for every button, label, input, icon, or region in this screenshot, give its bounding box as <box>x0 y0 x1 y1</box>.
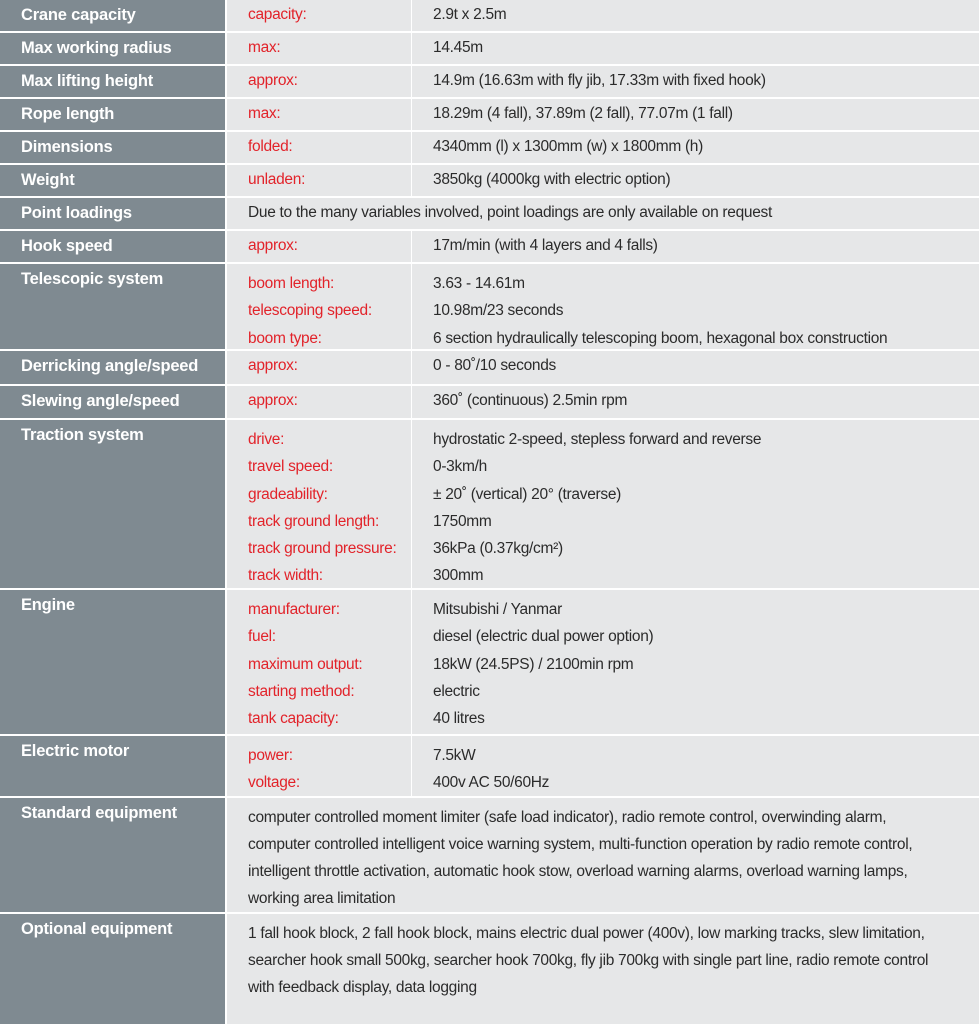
spec-row <box>0 0 979 33</box>
spec-key: track ground pressure: <box>248 540 397 558</box>
spec-value: 4340mm (l) x 1300mm (w) x 1800mm (h) <box>433 138 703 155</box>
spec-value: 300mm <box>433 567 484 585</box>
spec-value: 3.63 - 14.61m <box>433 275 525 292</box>
spec-label: Dimensions <box>0 132 227 163</box>
spec-values <box>412 590 979 734</box>
spec-value: 3850kg (4000kg with electric option) <box>433 171 671 188</box>
spec-key: max: <box>248 105 281 122</box>
spec-label: Point loadings <box>0 198 227 229</box>
spec-key: boom length: <box>248 275 335 292</box>
spec-text-line: Due to the many variables involved, point loadings are only available on request <box>248 204 773 221</box>
spec-label: Optional equipment <box>0 914 227 1024</box>
spec-values <box>412 736 979 796</box>
spec-key: capacity: <box>248 6 307 23</box>
spec-keys <box>227 386 412 418</box>
spec-key: unladen: <box>248 171 306 188</box>
spec-key: power: <box>248 747 293 764</box>
spec-key: voltage: <box>248 774 300 792</box>
spec-keys <box>227 33 412 64</box>
spec-row <box>0 165 979 198</box>
spec-value: 14.45m <box>433 39 483 56</box>
spec-value: ± 20˚ (vertical) 20° (traverse) <box>433 485 622 503</box>
spec-text-line: computer controlled moment limiter (safe load indicator), radio remote control, overwinding alarm, <box>248 809 887 826</box>
spec-keys <box>227 132 412 163</box>
spec-key: track ground length: <box>248 512 380 530</box>
spec-value: 2.9t x 2.5m <box>433 6 507 23</box>
spec-row <box>0 99 979 132</box>
spec-key: boom type: <box>248 329 322 347</box>
spec-label: Weight <box>0 165 227 196</box>
spec-text-line: searcher hook small 500kg, searcher hook 700kg, fly jib 700kg with single part line, radio remote control <box>248 952 929 969</box>
spec-key: starting method: <box>248 682 355 700</box>
spec-key: approx: <box>248 392 298 409</box>
spec-value: electric <box>433 682 480 700</box>
spec-value: diesel (electric dual power option) <box>433 628 654 646</box>
spec-keys <box>227 590 412 734</box>
spec-keys <box>227 66 412 97</box>
spec-key: approx: <box>248 72 298 89</box>
spec-value: 17m/min (with 4 layers and 4 falls) <box>433 237 658 254</box>
spec-value: 6 section hydraulically telescoping boom, hexagonal box construction <box>433 329 888 347</box>
spec-text-line: working area limitation <box>248 890 396 907</box>
spec-key: approx: <box>248 237 298 254</box>
spec-value: 18kW (24.5PS) / 2100min rpm <box>433 655 634 673</box>
spec-values <box>412 351 979 384</box>
spec-label: Max working radius <box>0 33 227 64</box>
spec-label: Engine <box>0 590 227 734</box>
spec-text <box>227 914 979 1024</box>
spec-key: tank capacity: <box>248 710 339 728</box>
spec-key: fuel: <box>248 628 276 646</box>
spec-key: folded: <box>248 138 293 155</box>
spec-text-line: with feedback display, data logging <box>248 979 477 996</box>
spec-value: 36kPa (0.37kg/cm²) <box>433 540 563 558</box>
spec-row <box>0 386 979 420</box>
spec-row <box>0 33 979 66</box>
spec-values <box>412 33 979 64</box>
spec-row <box>0 132 979 165</box>
spec-keys <box>227 736 412 796</box>
spec-key: maximum output: <box>248 655 363 673</box>
spec-key: telescoping speed: <box>248 302 372 320</box>
spec-values <box>412 0 979 31</box>
spec-row <box>0 590 979 736</box>
spec-value: 400v AC 50/60Hz <box>433 774 550 792</box>
spec-values <box>412 99 979 130</box>
spec-row <box>0 736 979 798</box>
spec-row <box>0 351 979 386</box>
spec-text-line: intelligent throttle activation, automatic hook stow, overload warning alarms, overload warning lamps, <box>248 863 908 880</box>
spec-label: Rope length <box>0 99 227 130</box>
spec-keys <box>227 264 412 349</box>
spec-label: Hook speed <box>0 231 227 262</box>
spec-keys <box>227 165 412 196</box>
spec-keys <box>227 351 412 384</box>
spec-values <box>412 264 979 349</box>
spec-value: 0-3km/h <box>433 458 487 476</box>
spec-values <box>412 231 979 262</box>
spec-label: Derricking angle/speed <box>0 351 227 384</box>
spec-values <box>412 132 979 163</box>
spec-label: Telescopic system <box>0 264 227 349</box>
spec-key: gradeability: <box>248 485 328 503</box>
spec-values <box>412 386 979 418</box>
spec-text <box>227 798 979 912</box>
spec-row <box>0 420 979 590</box>
spec-row <box>0 66 979 99</box>
spec-keys <box>227 99 412 130</box>
spec-value: 18.29m (4 fall), 37.89m (2 fall), 77.07m (1 fall) <box>433 105 733 122</box>
spec-row <box>0 798 979 914</box>
spec-value: 40 litres <box>433 710 485 728</box>
spec-text <box>227 198 979 229</box>
spec-values <box>412 165 979 196</box>
spec-label: Max lifting height <box>0 66 227 97</box>
spec-label: Traction system <box>0 420 227 588</box>
spec-value: hydrostatic 2-speed, stepless forward and reverse <box>433 431 762 448</box>
spec-text-line: computer controlled intelligent voice warning system, multi-function operation by radio remote control, <box>248 836 913 853</box>
spec-label: Standard equipment <box>0 798 227 912</box>
spec-row <box>0 914 979 1024</box>
spec-label: Electric motor <box>0 736 227 796</box>
spec-keys <box>227 420 412 588</box>
spec-values <box>412 66 979 97</box>
spec-text-line: 1 fall hook block, 2 fall hook block, mains electric dual power (400v), low marking tracks, slew limitation, <box>248 925 925 942</box>
spec-row <box>0 198 979 231</box>
spec-key: track width: <box>248 567 323 585</box>
spec-keys <box>227 231 412 262</box>
spec-value: Mitsubishi / Yanmar <box>433 601 562 618</box>
spec-row <box>0 231 979 264</box>
spec-value: 14.9m (16.63m with fly jib, 17.33m with fixed hook) <box>433 72 766 89</box>
spec-key: max: <box>248 39 281 56</box>
spec-keys <box>227 0 412 31</box>
spec-label: Crane capacity <box>0 0 227 31</box>
spec-value: 1750mm <box>433 512 492 530</box>
spec-value: 7.5kW <box>433 747 476 764</box>
spec-value: 10.98m/23 seconds <box>433 302 564 320</box>
spec-value: 0 - 80˚/10 seconds <box>433 357 556 374</box>
spec-row <box>0 264 979 351</box>
spec-key: travel speed: <box>248 458 333 476</box>
spec-key: manufacturer: <box>248 601 340 618</box>
spec-values <box>412 420 979 588</box>
spec-label: Slewing angle/speed <box>0 386 227 418</box>
spec-key: approx: <box>248 357 298 374</box>
spec-key: drive: <box>248 431 285 448</box>
spec-value: 360˚ (continuous) 2.5min rpm <box>433 392 628 409</box>
